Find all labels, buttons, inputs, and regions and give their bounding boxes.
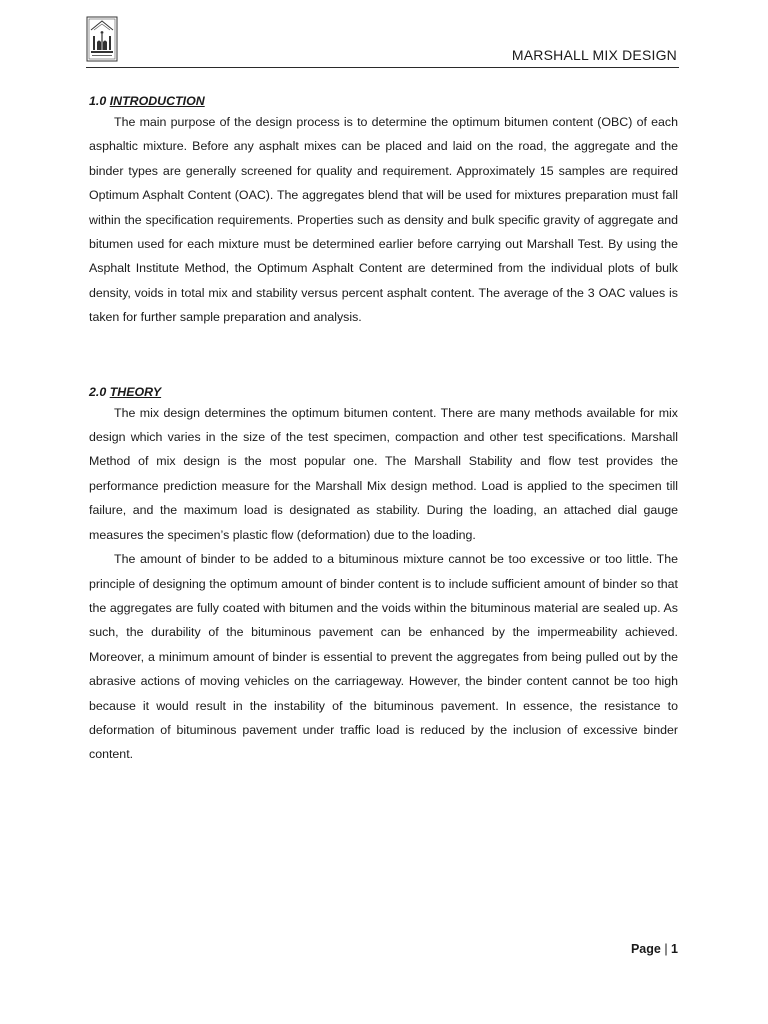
section-number: 2.0 bbox=[89, 384, 107, 399]
section-title: THEORY bbox=[109, 384, 162, 399]
document-body bbox=[89, 92, 678, 767]
page-footer bbox=[631, 942, 678, 956]
introduction-paragraph: The main purpose of the design process is to determine the optimum bitumen content (OBC) of each asphaltic mixture. Before any asphalt mixes can be placed and laid on the road, the aggregate and the binder types are generally screened for quality and requirement. Approximately 15 samples are required Optimum Asphalt Content (OAC). The aggregates blend that will be used for mixtures preparation must fall within the specification requirements. Properties such as density and bulk specific gravity of aggregate and bitumen used for each mixture must be determined earlier before carrying out Marshall Test. By using the Asphalt Institute Method, the Optimum Asphalt Content are determined from the individual plots of bulk density, voids in total mix and stability versus percent asphalt content. The average of the 3 OAC values is taken for further sample preparation and analysis. bbox=[89, 115, 678, 325]
theory-paragraph-2: The amount of binder to be added to a bituminous mixture cannot be too excessive or too little. The principle of designing the optimum amount of binder content is to include sufficient amount of binder so that the aggregates are fully coated with bitumen and the voids within the bituminous material are sealed up. As such, the durability of the bituminous pavement can be enhanced by the impermeability achieved. Moreover, a minimum amount of binder is essential to prevent the aggregates from being pulled out by the abrasive actions of moving vehicles on the carriageway. However, the binder content cannot be too high because it would result in the instability of the bituminous pavement. In essence, the resistance to deformation of bituminous pavement under traffic load is reduced by the inclusion of excessive binder content. bbox=[89, 552, 678, 762]
page-number: 1 bbox=[671, 942, 678, 956]
page-separator: | bbox=[664, 942, 668, 956]
header-divider bbox=[86, 67, 679, 68]
header-title: MARSHALL MIX DESIGN bbox=[511, 47, 677, 63]
section-number: 1.0 bbox=[89, 94, 107, 108]
section-heading-introduction bbox=[89, 92, 678, 110]
section-title: INTRODUCTION bbox=[109, 94, 205, 108]
theory-paragraph-1: The mix design determines the optimum bitumen content. There are many methods available for mix design which varies in the size of the test specimen, compaction and other test specifications. Marshall Method of mix design is the most popular one. The Marshall Stability and flow test provides the performance prediction measure for the Marshall Mix design method. Load is applied to the specimen till failure, and the maximum load is designated as stability. During the loading, an attached dial gauge measures the specimen’s plastic flow (deformation) due to the loading. bbox=[89, 405, 678, 542]
page-label: Page bbox=[630, 942, 661, 956]
university-seal-icon bbox=[86, 16, 118, 62]
section-heading-theory bbox=[89, 383, 678, 401]
